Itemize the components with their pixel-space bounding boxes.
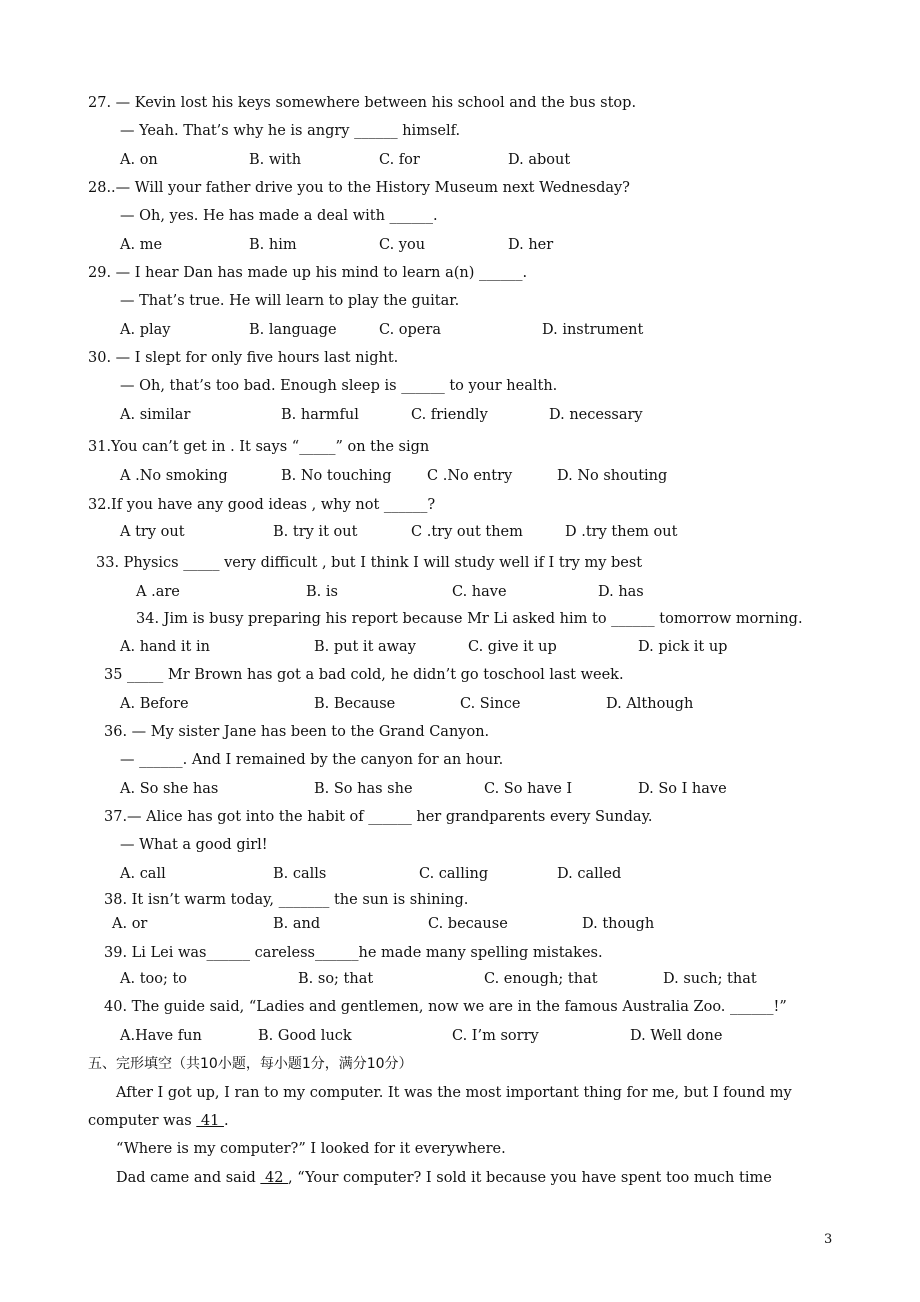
option-b: B. and — [273, 916, 321, 932]
option-c: C .try out them — [411, 524, 523, 540]
q29-line-2: — That’s true. He will learn to play the guitar. — [120, 293, 460, 309]
option-c: C .No entry — [427, 468, 513, 484]
q37-line-1: 37.— Alice has got into the habit of ______ her grandparents every Sunday. — [104, 809, 653, 825]
option-c: C. friendly — [411, 407, 488, 423]
option-d: D. necessary — [549, 407, 643, 423]
option-b: B. with — [249, 152, 302, 168]
option-a: A. similar — [120, 407, 191, 423]
option-b: B. calls — [273, 866, 327, 882]
option-a: A. play — [120, 322, 171, 338]
passage-line-4: Dad came and said 42 , “Your computer? I sold it because you have spent too much time — [116, 1170, 772, 1186]
option-a: A. or — [112, 916, 148, 932]
option-a: A. on — [120, 152, 158, 168]
option-c: C. give it up — [468, 639, 557, 655]
option-a: A try out — [120, 524, 185, 540]
passage-line-1: After I got up, I ran to my computer. It was the most important thing for me, but I found my — [116, 1085, 792, 1101]
option-d: D. has — [598, 584, 644, 600]
blank-41: 41 — [196, 1113, 224, 1129]
q36-line-1: 36. — My sister Jane has been to the Grand Canyon. — [104, 724, 490, 740]
q34-line-1: 34. Jim is busy preparing his report because Mr Li asked him to ______ tomorrow morning. — [136, 611, 803, 627]
page-number: 3 — [824, 1232, 833, 1247]
option-c: C. Since — [460, 696, 521, 712]
option-a: A. too; to — [120, 971, 188, 987]
option-c: C. So have I — [484, 781, 573, 797]
q31-line-1: 31.You can’t get in . It says “_____” on the sign — [88, 439, 430, 455]
q30-line-2: — Oh, that’s too bad. Enough sleep is ______ to your health. — [120, 378, 558, 394]
section-heading: 五、完形填空（共10小题，每小题1分，满分10分） — [88, 1056, 413, 1072]
passage-line-3: “Where is my computer?” I looked for it everywhere. — [116, 1141, 506, 1157]
option-d: D. instrument — [542, 322, 644, 338]
q40-line-1: 40. The guide said, “Ladies and gentlemen, now we are in the famous Australia Zoo. ______!” — [104, 999, 787, 1015]
option-b: B. No touching — [281, 468, 392, 484]
q29-line-1: 29. — I hear Dan has made up his mind to learn a(n) ______. — [88, 265, 528, 281]
option-d: D. about — [508, 152, 571, 168]
option-a: A. So she has — [120, 781, 219, 797]
q27-line-2: — Yeah. That’s why he is angry ______ himself. — [120, 123, 461, 139]
q39-line-1: 39. Li Lei was______ careless______he made many spelling mistakes. — [104, 945, 603, 961]
q35-line-1: 35 _____ Mr Brown has got a bad cold, he didn’t go toschool last week. — [104, 667, 624, 683]
option-d: D .try them out — [565, 524, 678, 540]
option-d: D. Although — [606, 696, 694, 712]
option-d: D. pick it up — [638, 639, 728, 655]
option-a: A .are — [136, 584, 180, 600]
option-b: B. so; that — [298, 971, 374, 987]
option-a: A. Before — [120, 696, 189, 712]
q37-line-2: — What a good girl! — [120, 837, 268, 853]
blank-42: 42 — [260, 1170, 289, 1186]
option-b: B. is — [306, 584, 338, 600]
option-b: B. Because — [314, 696, 396, 712]
option-c: C. opera — [379, 322, 441, 338]
q32-line-1: 32.If you have any good ideas , why not ______? — [88, 497, 436, 513]
option-c: C. I’m sorry — [452, 1028, 539, 1044]
option-c: C. calling — [419, 866, 489, 882]
option-c: C. enough; that — [484, 971, 598, 987]
option-d: D. such; that — [663, 971, 757, 987]
option-a: A. call — [120, 866, 166, 882]
option-a: A. me — [120, 237, 163, 253]
option-a: A .No smoking — [120, 468, 228, 484]
option-a: A. hand it in — [120, 639, 210, 655]
option-c: C. for — [379, 152, 420, 168]
option-b: B. So has she — [314, 781, 413, 797]
option-d: D. So I have — [638, 781, 727, 797]
q30-line-1: 30. — I slept for only five hours last night. — [88, 350, 399, 366]
option-b: B. Good luck — [258, 1028, 352, 1044]
option-b: B. try it out — [273, 524, 358, 540]
option-c: C. have — [452, 584, 507, 600]
option-b: B. language — [249, 322, 337, 338]
q33-line-1: 33. Physics _____ very difficult , but I think I will study well if I try my best — [96, 555, 643, 571]
option-d: D. No shouting — [557, 468, 668, 484]
option-d: D. though — [582, 916, 655, 932]
option-c: C. you — [379, 237, 426, 253]
option-d: D. her — [508, 237, 554, 253]
option-a: A.Have fun — [120, 1028, 202, 1044]
option-d: D. Well done — [630, 1028, 723, 1044]
passage-line-2: computer was 41 . — [88, 1113, 229, 1129]
q27-line-1: 27. — Kevin lost his keys somewhere between his school and the bus stop. — [88, 95, 637, 111]
q36-line-2: — ______. And I remained by the canyon for an hour. — [120, 752, 504, 768]
q28-line-1: 28..— Will your father drive you to the History Museum next Wednesday? — [88, 180, 630, 196]
option-b: B. him — [249, 237, 297, 253]
option-c: C. because — [428, 916, 508, 932]
option-b: B. harmful — [281, 407, 359, 423]
q38-line-1: 38. It isn’t warm today, _______ the sun is shining. — [104, 892, 469, 908]
q28-line-2: — Oh, yes. He has made a deal with ______. — [120, 208, 438, 224]
option-d: D. called — [557, 866, 622, 882]
option-b: B. put it away — [314, 639, 416, 655]
